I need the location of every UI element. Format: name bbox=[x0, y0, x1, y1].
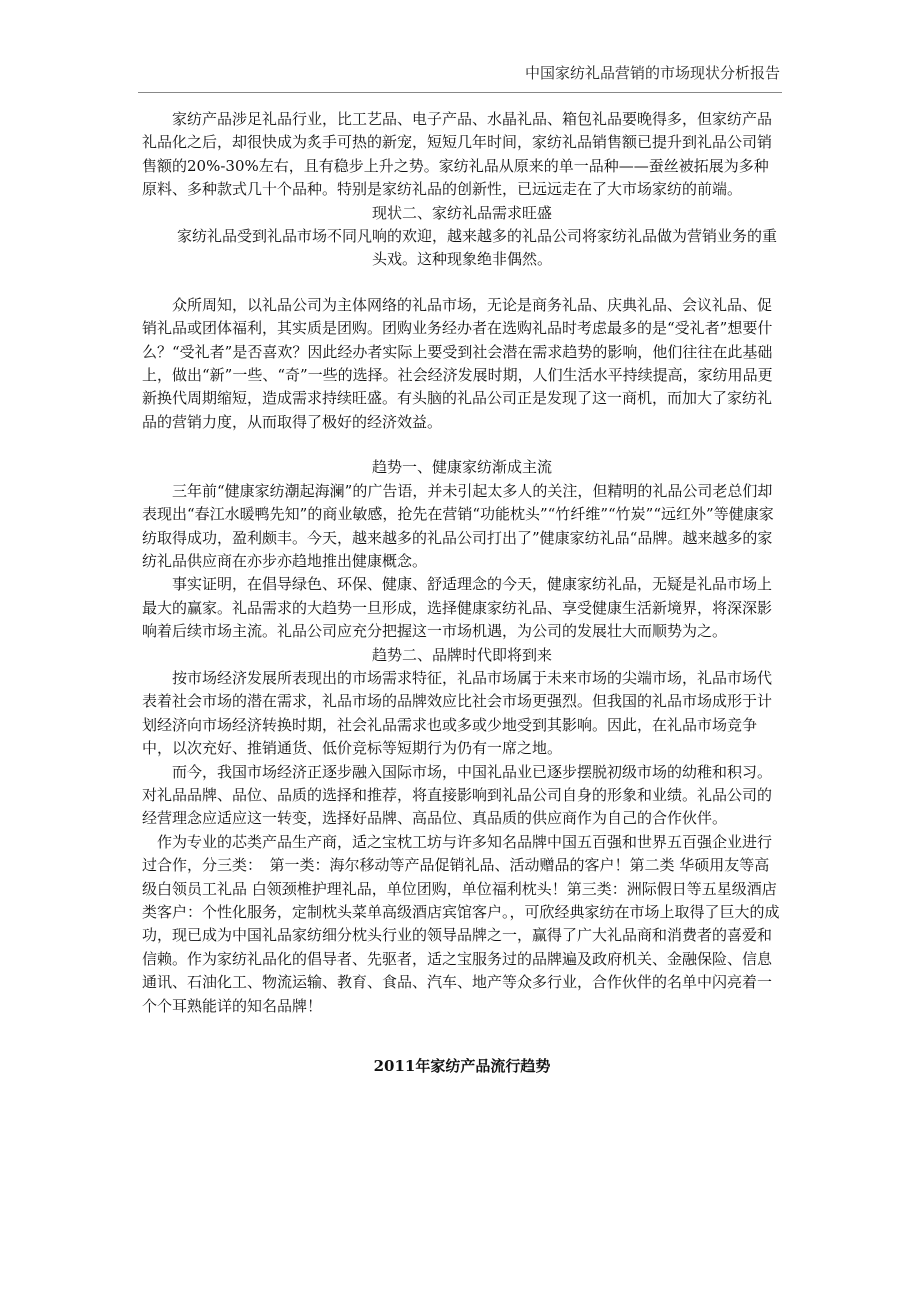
paragraph-company-intro: 作为专业的芯类产品生产商，适之宝枕工坊与许多知名品牌中国五百强和世界五百强企业进行过合作，分三类： 第一类：海尔移动等产品促销礼品、活动赠品的客户！第二类 华硕用友等高级白领员工礼品 白领颈椎护理礼品，单位团购，单位福利枕头！第三类：洲际假日等五星级酒店类客户：个性化服务，定制枕头菜单高级酒店宾馆客户。，可欣经典家纺在市场上取得了巨大的成功，现已成为中国礼品家纺细分枕头行业的领导品牌之一，赢得了广大礼品商和消费者的喜爱和信赖。作为家纺礼品化的倡导者、先驱者，适之宝服务过的品牌遍及政府机关、金融保险、信息通讯、石油化工、物流运输、教育、食品、汽车、地产等众多行业，合作伙伴的名单中闪亮着一个个耳熟能详的知名品牌！ bbox=[142, 832, 780, 1015]
running-header-title: 中国家纺礼品营销的市场现状分析报告 bbox=[524, 64, 780, 82]
paragraph-market-features: 按市场经济发展所表现出的市场需求特征，礼品市场属于未来市场的尖端市场，礼品市场代表着社会市场的潜在需求，礼品市场的品牌效应比社会市场更强烈。但我国的礼品市场成形于计划经济向市场经济转换时期，社会礼品需求也或多或少地受到其影响。因此，在礼品市场竞争中，以次充好、推销通货、低价竞标等短期行为仍有一席之地。 bbox=[142, 668, 773, 758]
final-section-title: 2011年家纺产品流行趋势 bbox=[373, 1057, 551, 1076]
section-heading-trend-2: 趋势二、品牌时代即将到来 bbox=[371, 645, 552, 664]
paragraph-demand: 家纺礼品受到礼品市场不同凡响的欢迎，越来越多的礼品公司将家纺礼品做为营销业务的重头戏。这种现象绝非偶然。 bbox=[146, 227, 777, 269]
paragraph-health-textiles: 三年前“健康家纺潮起海澜”的广告语，并未引起太多人的关注，但精明的礼品公司老总们却表现出“春江水暖鸭先知”的商业敏感，抢先在营销“功能枕头”“竹纤维”“竹炭”“远红外”等健康家纺取得成功，盈利颇丰。今天，越来越多的礼品公司打出了”健康家纺礼品“品牌。越来越多的家纺礼品供应商在亦步亦趋地推出健康概念。 bbox=[142, 481, 774, 570]
paragraph-group-buying: 众所周知，以礼品公司为主体网络的礼品市场，无论是商务礼品、庆典礼品、会议礼品、促销礼品或团体福利，其实质是团购。团购业务经办者在选购礼品时考虑最多的是“受礼者”想要什么？“受礼者”是否喜欢？因此经办者实际上要受到社会潜在需求趋势的影响，他们往往在此基础上，做出“新”一些、“奇”一些的选择。社会经济发展时期，人们生活水平持续提高，家纺用品更新换代周期缩短，造成需求持续旺盛。有头脑的礼品公司正是发现了这一商机，而加大了家纺礼品的营销力度，从而取得了极好的经济效益。 bbox=[142, 295, 773, 431]
document-body bbox=[142, 108, 782, 1078]
paragraph-intro: 家纺产品涉足礼品行业，比工艺品、电子产品、水晶礼品、箱包礼品要晚得多，但家纺产品礼品化之后，却很快成为炙手可热的新宠，短短几年时间，家纺礼品销售额已提升到礼品公司销售额的20%-30%左右，且有稳步上升之势。家纺礼品从原来的单一品种——蚕丝被拓展为多种原料、多种款式几十个品种。特别是家纺礼品的创新性，已远远走在了大市场家纺的前端。 bbox=[142, 110, 773, 199]
header-divider bbox=[138, 92, 782, 93]
paragraph-facts: 事实证明，在倡导绿色、环保、健康、舒适理念的今天，健康家纺礼品，无疑是礼品市场上最大的赢家。礼品需求的大趋势一旦形成，选择健康家纺礼品、享受健康生活新境界，将深深影响着后续市场主流。礼品公司应充分把握这一市场机遇，为公司的发展壮大而顺势为之。 bbox=[142, 575, 773, 641]
paragraph-international: 而今，我国市场经济正逐步融入国际市场，中国礼品业已逐步摆脱初级市场的幼稚和积习。对礼品品牌、品位、品质的选择和推荐，将直接影响到礼品公司自身的形象和业绩。礼品公司的经营理念应适应这一转变，选择好品牌、高品位、真品质的供应商作为自己的合作伙伴。 bbox=[142, 762, 773, 828]
section-heading-trend-1: 趋势一、健康家纺渐成主流 bbox=[371, 458, 552, 477]
section-heading-status-2: 现状二、家纺礼品需求旺盛 bbox=[371, 203, 552, 222]
spacer bbox=[142, 434, 782, 456]
spacer bbox=[142, 272, 782, 294]
